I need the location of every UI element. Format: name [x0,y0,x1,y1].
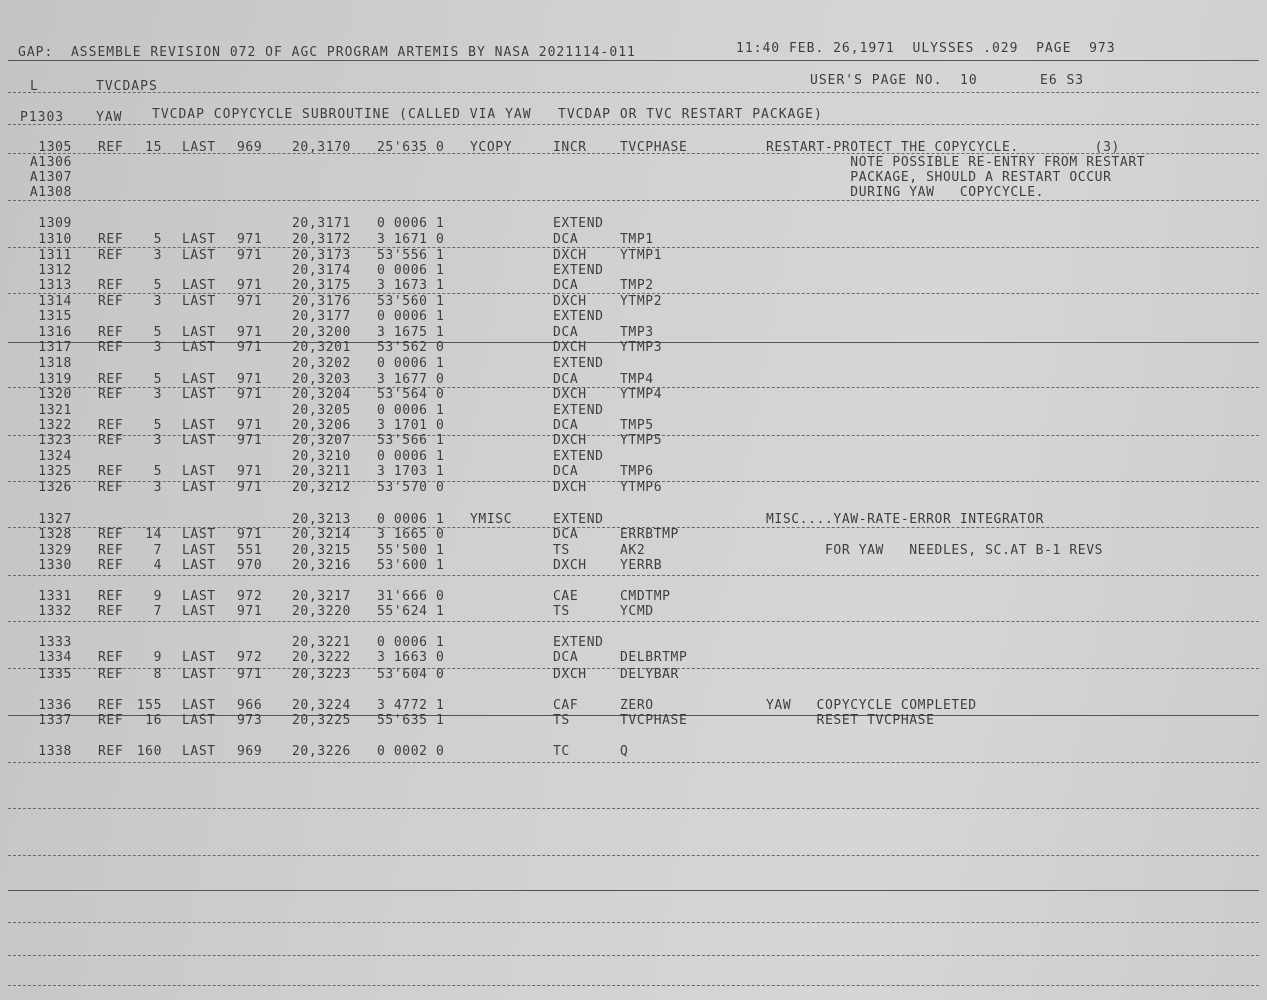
rule-line [8,922,1259,923]
last-tag: LAST [182,325,216,340]
last-tag: LAST [182,527,216,542]
address: 20,3207 [292,433,351,448]
ref-tag: REF [98,278,124,293]
corner-code: E6 S3 [1040,73,1085,88]
comment: MISC....YAW-RATE-ERROR INTEGRATOR [766,512,1045,527]
last-page: 971 [237,372,263,387]
last-page: 971 [237,232,263,247]
octal-word: 3 1677 0 [377,372,445,387]
line-number: 1310 [38,232,72,247]
opcode: DCA [553,464,579,479]
ref-tag: REF [98,480,124,495]
opcode: DCA [553,232,579,247]
last-page: 971 [237,418,263,433]
opcode: DXCH [553,433,587,448]
rule-line [8,985,1259,986]
octal-word: 25'635 0 [377,140,445,155]
line-number: 1338 [38,744,72,759]
last-page: 971 [237,325,263,340]
last-page: 969 [237,744,263,759]
last-tag: LAST [182,713,216,728]
line-number: 1313 [38,278,72,293]
last-page: 973 [237,713,263,728]
ref-count: 8 [153,667,162,682]
ref-tag: REF [98,713,124,728]
operand: AK2 [620,543,646,558]
address: 20,3200 [292,325,351,340]
ref-count: 3 [153,294,162,309]
last-tag: LAST [182,480,216,495]
operand: TVCPHASE [620,140,688,155]
address: 20,3214 [292,527,351,542]
octal-word: 0 0006 1 [377,356,445,371]
last-tag: LAST [182,698,216,713]
line-number: 1336 [38,698,72,713]
page-line-id: P1303 [20,110,65,125]
line-number: 1320 [38,387,72,402]
last-page: 971 [237,667,263,682]
address: 20,3175 [292,278,351,293]
last-tag: LAST [182,372,216,387]
ref-tag: REF [98,418,124,433]
opcode: TS [553,604,570,619]
ref-count: 7 [153,543,162,558]
rule-line [8,200,1259,201]
octal-word: 55'624 1 [377,604,445,619]
comment: RESET TVCPHASE [766,713,935,728]
octal-word: 3 1663 0 [377,650,445,665]
last-tag: LAST [182,744,216,759]
page-line-label: YAW [96,110,123,125]
line-number: 1321 [38,403,72,418]
ref-count: 14 [145,527,162,542]
octal-word: 53'570 0 [377,480,445,495]
line-number: 1305 [38,140,72,155]
rule-line [8,92,1259,93]
line-number: 1326 [38,480,72,495]
rule-line [8,60,1259,61]
line-number: 1327 [38,512,72,527]
rule-line [8,855,1259,856]
last-tag: LAST [182,667,216,682]
address: 20,3224 [292,698,351,713]
opcode: EXTEND [553,309,604,324]
ref-count: 16 [145,713,162,728]
opcode: EXTEND [553,635,604,650]
ref-tag: REF [98,698,124,713]
address: 20,3170 [292,140,351,155]
address: 20,3177 [292,309,351,324]
opcode: TC [553,744,570,759]
opcode: INCR [553,140,587,155]
operand: YTMP6 [620,480,663,495]
operand: TMP3 [620,325,654,340]
ref-count: 5 [153,232,162,247]
comment: NOTE POSSIBLE RE-ENTRY FROM RESTART [766,155,1146,170]
last-tag: LAST [182,604,216,619]
line-number: 1318 [38,356,72,371]
user-page-number: USER'S PAGE NO. 10 [810,73,978,88]
octal-word: 3 4772 1 [377,698,445,713]
line-number: 1329 [38,543,72,558]
rule-line [8,808,1259,809]
last-page: 971 [237,278,263,293]
comment: PACKAGE, SHOULD A RESTART OCCUR [766,170,1112,185]
line-number: 1331 [38,589,72,604]
address: 20,3221 [292,635,351,650]
octal-word: 0 0006 1 [377,512,445,527]
line-number: 1312 [38,263,72,278]
opcode: DCA [553,278,579,293]
line-number: 1332 [38,604,72,619]
operand: YTMP2 [620,294,663,309]
octal-word: 31'666 0 [377,589,445,604]
operand: CMDTMP [620,589,671,604]
last-page: 971 [237,387,263,402]
comment: DURING YAW COPYCYCLE. [766,185,1045,200]
ref-count: 160 [136,744,162,759]
opcode: EXTEND [553,449,604,464]
ref-count: 5 [153,464,162,479]
last-tag: LAST [182,433,216,448]
ref-count: 15 [145,140,162,155]
octal-word: 3 1665 0 [377,527,445,542]
ref-tag: REF [98,650,124,665]
octal-word: 3 1671 0 [377,232,445,247]
line-number: 1319 [38,372,72,387]
opcode: EXTEND [553,216,604,231]
opcode: TS [553,543,570,558]
octal-word: 55'500 1 [377,543,445,558]
address: 20,3173 [292,248,351,263]
operand: DELBRTMP [620,650,688,665]
line-number: 1325 [38,464,72,479]
rule-line [8,762,1259,763]
opcode: EXTEND [553,403,604,418]
last-tag: LAST [182,248,216,263]
operand: TMP6 [620,464,654,479]
line-number: 1330 [38,558,72,573]
opcode: CAE [553,589,579,604]
last-page: 971 [237,294,263,309]
last-page: 971 [237,464,263,479]
line-number: A1308 [29,185,72,200]
ref-tag: REF [98,527,124,542]
last-page: 971 [237,604,263,619]
operand: YTMP5 [620,433,663,448]
comment: YAW COPYCYCLE COMPLETED [766,698,977,713]
last-tag: LAST [182,387,216,402]
opcode: EXTEND [553,263,604,278]
last-tag: LAST [182,140,216,155]
ref-count: 5 [153,372,162,387]
subroutine-title: TVCDAP COPYCYCLE SUBROUTINE (CALLED VIA YAW TVCDAP OR TVC RESTART PACKAGE) [152,107,823,122]
octal-word: 53'600 1 [377,558,445,573]
opcode: TS [553,713,570,728]
line-number: 1322 [38,418,72,433]
last-tag: LAST [182,232,216,247]
address: 20,3204 [292,387,351,402]
octal-word: 0 0006 1 [377,449,445,464]
last-tag: LAST [182,464,216,479]
operand: ZERO [620,698,654,713]
ref-tag: REF [98,604,124,619]
ref-tag: REF [98,464,124,479]
line-number: 1315 [38,309,72,324]
opcode: DXCH [553,387,587,402]
operand: TMP1 [620,232,654,247]
operand: YTMP4 [620,387,663,402]
ref-tag: REF [98,543,124,558]
opcode: DCA [553,527,579,542]
ref-count: 3 [153,340,162,355]
address: 20,3216 [292,558,351,573]
line-number: A1307 [29,170,72,185]
octal-word: 0 0006 1 [377,309,445,324]
operand: YTMP3 [620,340,663,355]
ref-tag: REF [98,372,124,387]
last-page: 972 [237,589,263,604]
last-tag: LAST [182,294,216,309]
octal-word: 0 0006 1 [377,403,445,418]
octal-word: 53'604 0 [377,667,445,682]
rule-line [8,890,1259,891]
octal-word: 55'635 1 [377,713,445,728]
log-section-name: TVCDAPS [96,79,158,94]
last-tag: LAST [182,650,216,665]
ref-tag: REF [98,232,124,247]
ref-count: 3 [153,433,162,448]
label: YMISC [470,512,513,527]
ref-count: 7 [153,604,162,619]
opcode: DXCH [553,294,587,309]
address: 20,3226 [292,744,351,759]
line-number: A1306 [29,155,72,170]
address: 20,3205 [292,403,351,418]
line-number: 1333 [38,635,72,650]
last-tag: LAST [182,418,216,433]
octal-word: 53'564 0 [377,387,445,402]
assembly-title: GAP: ASSEMBLE REVISION 072 OF AGC PROGRAM ARTEMIS BY NASA 2021114-011 [18,45,636,60]
address: 20,3222 [292,650,351,665]
address: 20,3201 [292,340,351,355]
address: 20,3217 [292,589,351,604]
octal-word: 0 0006 1 [377,635,445,650]
label: YCOPY [470,140,513,155]
last-page: 970 [237,558,263,573]
ref-count: 4 [153,558,162,573]
operand: DELYBAR [620,667,679,682]
address: 20,3225 [292,713,351,728]
print-stamp: 11:40 FEB. 26,1971 ULYSSES .029 PAGE 973 [736,41,1116,56]
last-page: 969 [237,140,263,155]
last-page: 971 [237,340,263,355]
line-number: 1323 [38,433,72,448]
line-number: 1334 [38,650,72,665]
octal-word: 3 1673 1 [377,278,445,293]
ref-count: 155 [136,698,162,713]
octal-word: 53'560 1 [377,294,445,309]
line-number: 1335 [38,667,72,682]
line-number: 1317 [38,340,72,355]
address: 20,3206 [292,418,351,433]
address: 20,3213 [292,512,351,527]
ref-tag: REF [98,140,124,155]
comment: FOR YAW NEEDLES, SC.AT B-1 REVS [766,543,1104,558]
opcode: DXCH [553,667,587,682]
address: 20,3174 [292,263,351,278]
line-number: 1324 [38,449,72,464]
line-number: 1328 [38,527,72,542]
ref-tag: REF [98,294,124,309]
operand: Q [620,744,629,759]
address: 20,3215 [292,543,351,558]
opcode: DXCH [553,480,587,495]
ref-tag: REF [98,325,124,340]
ref-count: 5 [153,418,162,433]
opcode: DCA [553,325,579,340]
opcode: DCA [553,418,579,433]
rule-line [8,621,1259,622]
octal-word: 53'566 1 [377,433,445,448]
opcode: DXCH [553,248,587,263]
ref-tag: REF [98,744,124,759]
operand: TMP5 [620,418,654,433]
last-tag: LAST [182,558,216,573]
octal-word: 3 1675 1 [377,325,445,340]
last-page: 972 [237,650,263,665]
ref-tag: REF [98,387,124,402]
octal-word: 3 1701 0 [377,418,445,433]
opcode: DXCH [553,340,587,355]
ref-tag: REF [98,340,124,355]
last-tag: LAST [182,543,216,558]
left-code: L [30,79,39,94]
opcode: EXTEND [553,356,604,371]
last-tag: LAST [182,589,216,604]
octal-word: 0 0006 1 [377,216,445,231]
address: 20,3223 [292,667,351,682]
ref-tag: REF [98,589,124,604]
last-tag: LAST [182,278,216,293]
comment: RESTART-PROTECT THE COPYCYCLE. (3) [766,140,1120,155]
ref-tag: REF [98,433,124,448]
line-number: 1311 [38,248,72,263]
address: 20,3171 [292,216,351,231]
last-page: 551 [237,543,263,558]
opcode: EXTEND [553,512,604,527]
octal-word: 0 0002 0 [377,744,445,759]
octal-word: 0 0006 1 [377,263,445,278]
operand: YCMD [620,604,654,619]
opcode: CAF [553,698,579,713]
rule-line [8,575,1259,576]
ref-tag: REF [98,667,124,682]
operand: TVCPHASE [620,713,688,728]
operand: YERRB [620,558,663,573]
ref-count: 9 [153,650,162,665]
address: 20,3203 [292,372,351,387]
rule-line [8,955,1259,956]
address: 20,3202 [292,356,351,371]
ref-count: 9 [153,589,162,604]
address: 20,3210 [292,449,351,464]
address: 20,3212 [292,480,351,495]
last-page: 971 [237,480,263,495]
opcode: DXCH [553,558,587,573]
line-number: 1309 [38,216,72,231]
address: 20,3211 [292,464,351,479]
address: 20,3220 [292,604,351,619]
last-page: 971 [237,248,263,263]
last-page: 966 [237,698,263,713]
octal-word: 53'556 1 [377,248,445,263]
rule-line [8,124,1259,125]
line-number: 1316 [38,325,72,340]
opcode: DCA [553,650,579,665]
line-number: 1314 [38,294,72,309]
octal-word: 53'562 0 [377,340,445,355]
address: 20,3176 [292,294,351,309]
ref-count: 5 [153,325,162,340]
opcode: DCA [553,372,579,387]
operand: ERRBTMP [620,527,679,542]
operand: TMP4 [620,372,654,387]
line-number: 1337 [38,713,72,728]
last-tag: LAST [182,340,216,355]
ref-tag: REF [98,558,124,573]
ref-count: 3 [153,387,162,402]
address: 20,3172 [292,232,351,247]
ref-tag: REF [98,248,124,263]
ref-count: 3 [153,248,162,263]
ref-count: 5 [153,278,162,293]
operand: YTMP1 [620,248,663,263]
last-page: 971 [237,527,263,542]
operand: TMP2 [620,278,654,293]
ref-count: 3 [153,480,162,495]
octal-word: 3 1703 1 [377,464,445,479]
last-page: 971 [237,433,263,448]
